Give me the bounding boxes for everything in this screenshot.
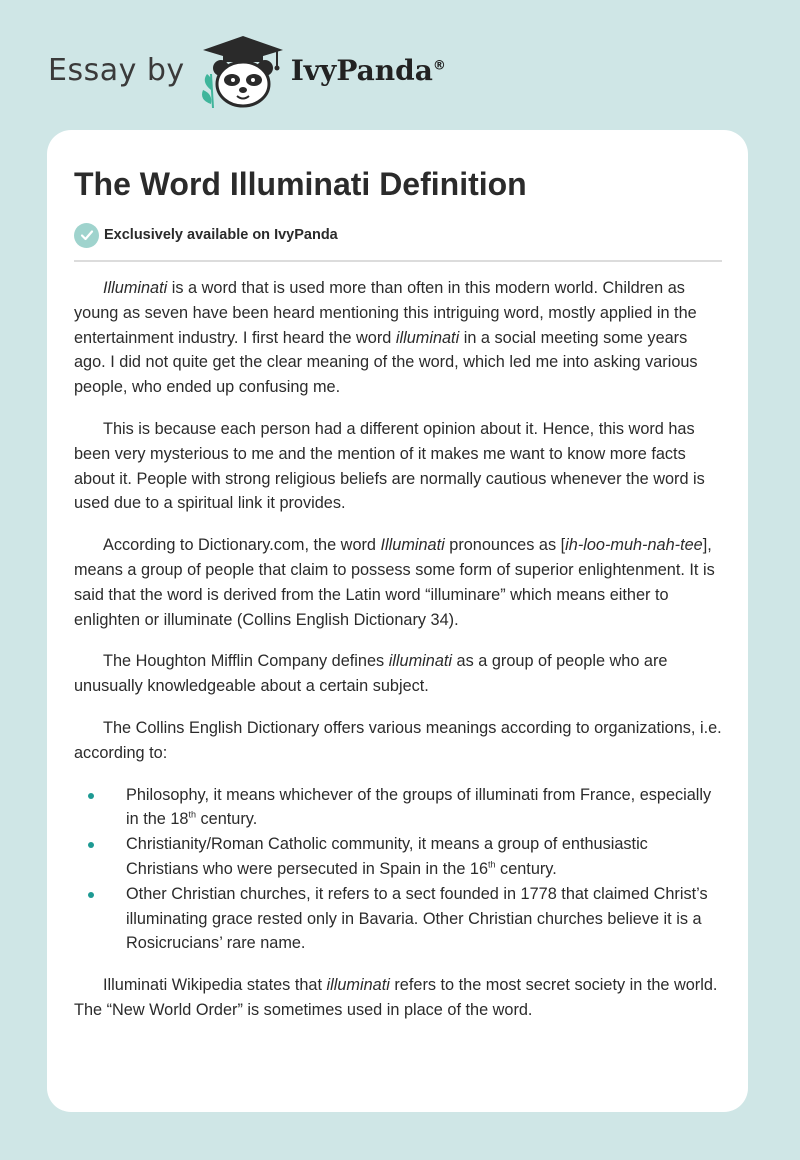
exclusive-badge-text: Exclusively available on IvyPanda: [104, 227, 338, 243]
bullet-dot-icon: [88, 793, 94, 799]
site-header: [48, 30, 446, 110]
paragraph-3: [74, 533, 722, 632]
essay-card: [47, 130, 748, 1112]
list-item-text: Christianity/Roman Catholic community, it means a group of enthusiastic Christians who were persecuted in Spain in the 16: [126, 835, 648, 878]
page-title: The Word Illuminati Definition: [74, 166, 527, 202]
italic-term: Illuminati: [103, 279, 168, 297]
panda-graduate-logo-icon[interactable]: [197, 30, 289, 110]
essay-by-label: Essay by: [48, 52, 185, 88]
italic-pronunciation: ih-loo-muh-nah-tee: [565, 536, 703, 555]
italic-term: illuminati: [395, 328, 460, 347]
text-run: ], means a group of people that claim to possess some form of superior enlightenment. It is said that the word is derived from the Latin word “illuminare” which means either to enlighten or illuminate (Collins English Dictionary 34).: [74, 536, 715, 629]
text-run: in a social meeting some years ago. I did not quite get the clear meaning of the word, which led me into asking various people, who ended up confusing me.: [74, 328, 698, 397]
brand-name-text: IvyPanda: [290, 53, 433, 87]
paragraph-1: [74, 276, 722, 400]
italic-term: illuminati: [388, 652, 453, 671]
brand-name[interactable]: [291, 54, 446, 87]
paragraph-6: [74, 973, 722, 1023]
bullet-dot-icon: [88, 842, 94, 848]
text-run: Illuminati Wikipedia states that: [103, 976, 327, 995]
paragraph-4: [74, 649, 722, 699]
check-icon: [74, 223, 99, 248]
paragraph-5: The Collins English Dictionary offers various meanings according to organizations, i.e. according to:: [74, 718, 722, 762]
list-item: [74, 832, 722, 882]
text-run: as a group of people who are unusually knowledgeable about a certain subject.: [74, 652, 668, 696]
bullet-dot-icon: [88, 892, 94, 898]
list-item-tail: century.: [195, 810, 258, 829]
list-item: [74, 783, 722, 833]
paragraph-2: This is because each person had a different opinion about it. Hence, this word has been very mysterious to me and the mention of it makes me want to know more facts about it. People with strong religious beliefs are normally cautious whenever the word is used due to a spiritual link it provides.: [74, 419, 705, 513]
bullet-list: [74, 783, 722, 957]
list-item-tail: century.: [495, 859, 557, 878]
text-run: The Houghton Mifflin Company defines: [103, 652, 389, 671]
ordinal-suffix: th: [488, 859, 496, 870]
list-item-text: Philosophy, it means whichever of the groups of illuminati from France, especially in the 18: [126, 785, 712, 829]
text-run: is a word that is used more than often in this modern world. Children as young as seven have been heard mentioning this intriguing word, mostly applied in the entertainment industry. I first heard the word: [74, 279, 697, 347]
italic-term: Illuminati: [380, 536, 445, 555]
text-run: pronounces as [: [444, 536, 566, 555]
list-item: [74, 882, 722, 956]
divider: [74, 260, 722, 262]
italic-term: illuminati: [326, 976, 390, 995]
text-run: According to Dictionary.com, the word: [103, 536, 381, 555]
ordinal-suffix: th: [188, 809, 196, 820]
exclusive-badge: [74, 222, 722, 248]
list-item-text: Other Christian churches, it refers to a sect founded in 1778 that claimed Christ’s illuminating grace rested only in Bavaria. Other Christian churches believe it is a Rosicrucians’ rare name.: [126, 884, 708, 953]
registered-mark: ®: [432, 58, 446, 74]
text-run: refers to the most secret society in the world. The “New World Order” is sometimes used in place of the word.: [74, 976, 718, 1019]
